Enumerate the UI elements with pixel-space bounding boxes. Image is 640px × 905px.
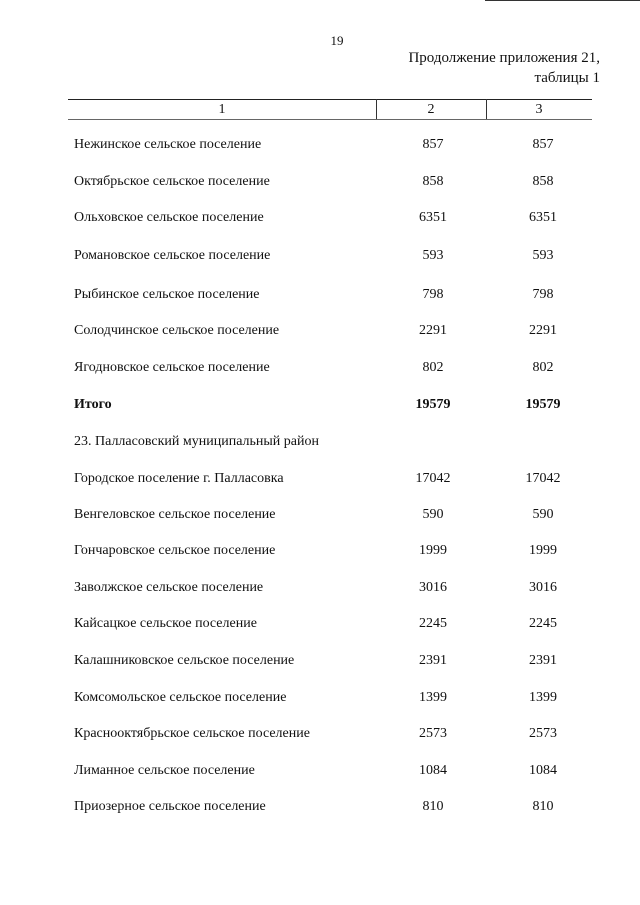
row-name: Комсомольское сельское поселение: [74, 690, 287, 705]
row-value-col2: 2573: [419, 726, 447, 741]
row-name: Нежинское сельское поселение: [74, 137, 262, 152]
column-header-1: 1: [218, 102, 226, 117]
table-row: [0, 541, 640, 561]
page-number: 19: [330, 33, 344, 48]
table-row: [0, 246, 640, 266]
row-name: Гончаровское сельское поселение: [74, 543, 276, 558]
continuation-note: [408, 48, 600, 88]
row-value-col3: 858: [532, 174, 554, 189]
row-value-col3: 17042: [525, 471, 561, 486]
row-name: Ягодновское сельское поселение: [74, 360, 270, 375]
row-name: Венгеловское сельское поселение: [74, 507, 276, 522]
table-row: [0, 469, 640, 489]
table-row: [0, 285, 640, 305]
row-value-col3: 798: [532, 287, 554, 302]
row-name: Приозерное сельское поселение: [74, 799, 266, 814]
row-value-col3: 2245: [529, 616, 557, 631]
header-bottom-rule: [68, 119, 592, 120]
row-value-col2: 2291: [419, 323, 447, 338]
row-name: Итого: [74, 397, 112, 412]
row-value-col3: 1999: [529, 543, 557, 558]
row-value-col2: 2391: [419, 653, 447, 668]
row-value-col2: 17042: [415, 471, 451, 486]
table-row: [0, 172, 640, 192]
row-name: Рыбинское сельское поселение: [74, 287, 260, 302]
continuation-line-2: таблицы 1: [534, 70, 600, 86]
row-value-col2: 3016: [419, 580, 447, 595]
row-value-col2: 858: [422, 174, 444, 189]
row-value-col2: 6351: [419, 210, 447, 225]
table-row: [0, 321, 640, 341]
table-row: [0, 395, 640, 415]
table-row: [0, 578, 640, 598]
row-value-col3: 802: [532, 360, 554, 375]
row-value-col2: 2245: [419, 616, 447, 631]
row-value-col3: 6351: [529, 210, 557, 225]
table-row: [0, 135, 640, 155]
table-row: [0, 505, 640, 525]
row-value-col2: 593: [422, 248, 444, 263]
row-name: Октябрьское сельское поселение: [74, 174, 270, 189]
row-value-col3: 1399: [529, 690, 557, 705]
row-value-col2: 590: [422, 507, 444, 522]
row-value-col3: 590: [532, 507, 554, 522]
row-name: Солодчинское сельское поселение: [74, 323, 280, 338]
table-row: [0, 797, 640, 817]
row-value-col2: 810: [422, 799, 444, 814]
table-row: [0, 651, 640, 671]
row-value-col3: 857: [532, 137, 554, 152]
row-value-col3: 3016: [529, 580, 557, 595]
row-value-col2: 798: [422, 287, 444, 302]
row-name: Кайсацкое сельское поселение: [74, 616, 257, 631]
row-value-col3: 19579: [525, 397, 561, 412]
row-name: Городское поселение г. Палласовка: [74, 471, 284, 486]
row-value-col3: 593: [532, 248, 554, 263]
row-name: Лиманное сельское поселение: [74, 763, 255, 778]
row-value-col3: 2391: [529, 653, 557, 668]
row-value-col2: 802: [422, 360, 444, 375]
table-row: [0, 208, 640, 228]
row-value-col2: 857: [422, 137, 444, 152]
row-value-col2: 19579: [415, 397, 451, 412]
table-row: [0, 761, 640, 781]
continuation-line-1: Продолжение приложения 21,: [408, 50, 600, 66]
table-row: [0, 358, 640, 378]
row-name: 23. Палласовский муниципальный район: [74, 434, 319, 449]
top-edge-line: [485, 0, 640, 1]
table-row: [0, 432, 640, 452]
row-value-col3: 2291: [529, 323, 557, 338]
table-row: [0, 688, 640, 708]
row-name: Ольховское сельское поселение: [74, 210, 264, 225]
table-header: [68, 99, 592, 119]
row-name: Калашниковское сельское поселение: [74, 653, 295, 668]
row-name: Заволжское сельское поселение: [74, 580, 264, 595]
column-header-2: 2: [427, 102, 435, 117]
row-value-col2: 1084: [419, 763, 447, 778]
row-value-col3: 810: [532, 799, 554, 814]
column-header-3: 3: [535, 102, 543, 117]
table-row: [0, 614, 640, 634]
row-value-col3: 1084: [529, 763, 557, 778]
table-row: [0, 724, 640, 744]
row-value-col2: 1399: [419, 690, 447, 705]
row-value-col2: 1999: [419, 543, 447, 558]
row-name: Романовское сельское поселение: [74, 248, 271, 263]
row-name: Краснооктябрьское сельское поселение: [74, 726, 310, 741]
row-value-col3: 2573: [529, 726, 557, 741]
